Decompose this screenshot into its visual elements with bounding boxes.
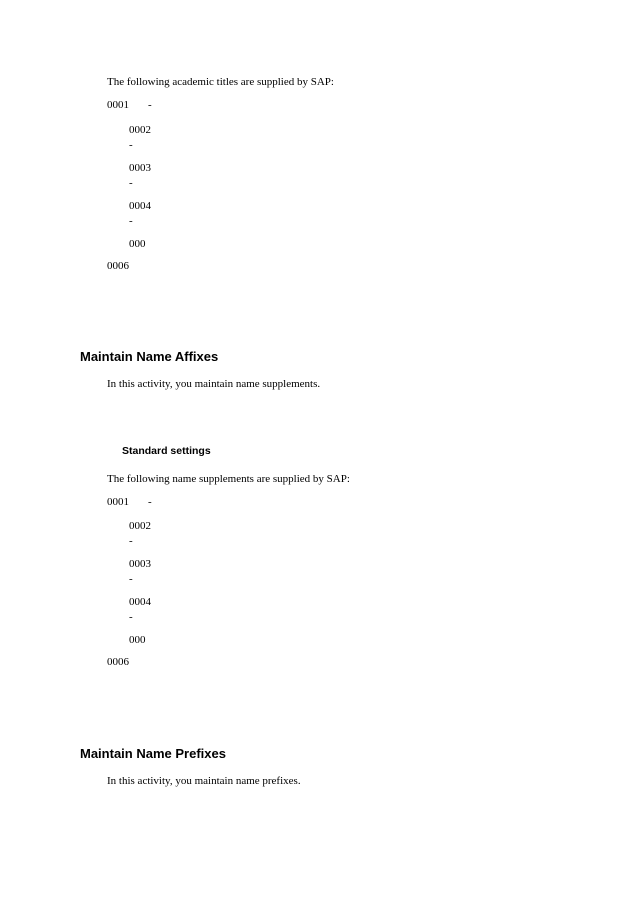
- affix-dash-0004: -: [129, 611, 133, 623]
- academic-title-code-0004: 0004: [129, 200, 151, 212]
- academic-title-dash-0003: -: [129, 177, 133, 189]
- affixes-description: In this activity, you maintain name supplements.: [107, 378, 321, 390]
- affixes-heading: Maintain Name Affixes: [80, 349, 219, 364]
- affix-dash-0003: -: [129, 573, 133, 585]
- prefixes-description: In this activity, you maintain name prefixes.: [107, 775, 301, 787]
- academic-title-code-0003: 0003: [129, 162, 151, 174]
- affix-code-0003: 0003: [129, 558, 151, 570]
- affix-dash-0002: -: [129, 535, 133, 547]
- affix-code-0006: 0006: [107, 656, 129, 668]
- affix-code-000: 000: [129, 634, 146, 646]
- academic-title-dash-0002: -: [129, 139, 133, 151]
- affix-code-0004: 0004: [129, 596, 151, 608]
- affixes-standard-settings-heading: Standard settings: [122, 445, 211, 457]
- affix-code-0001: 0001: [107, 496, 129, 508]
- prefixes-heading: Maintain Name Prefixes: [80, 746, 226, 761]
- affix-code-0002: 0002: [129, 520, 151, 532]
- affix-dash-0001: -: [148, 496, 152, 508]
- affixes-intro: The following name supplements are supplied by SAP:: [107, 473, 350, 485]
- academic-title-dash-0001: -: [148, 99, 152, 111]
- academic-title-dash-0004: -: [129, 215, 133, 227]
- academic-title-code-0001: 0001: [107, 99, 129, 111]
- academic-titles-intro: The following academic titles are supplied by SAP:: [107, 76, 334, 88]
- academic-title-code-0002: 0002: [129, 124, 151, 136]
- academic-title-code-000: 000: [129, 238, 146, 250]
- academic-title-code-0006: 0006: [107, 260, 129, 272]
